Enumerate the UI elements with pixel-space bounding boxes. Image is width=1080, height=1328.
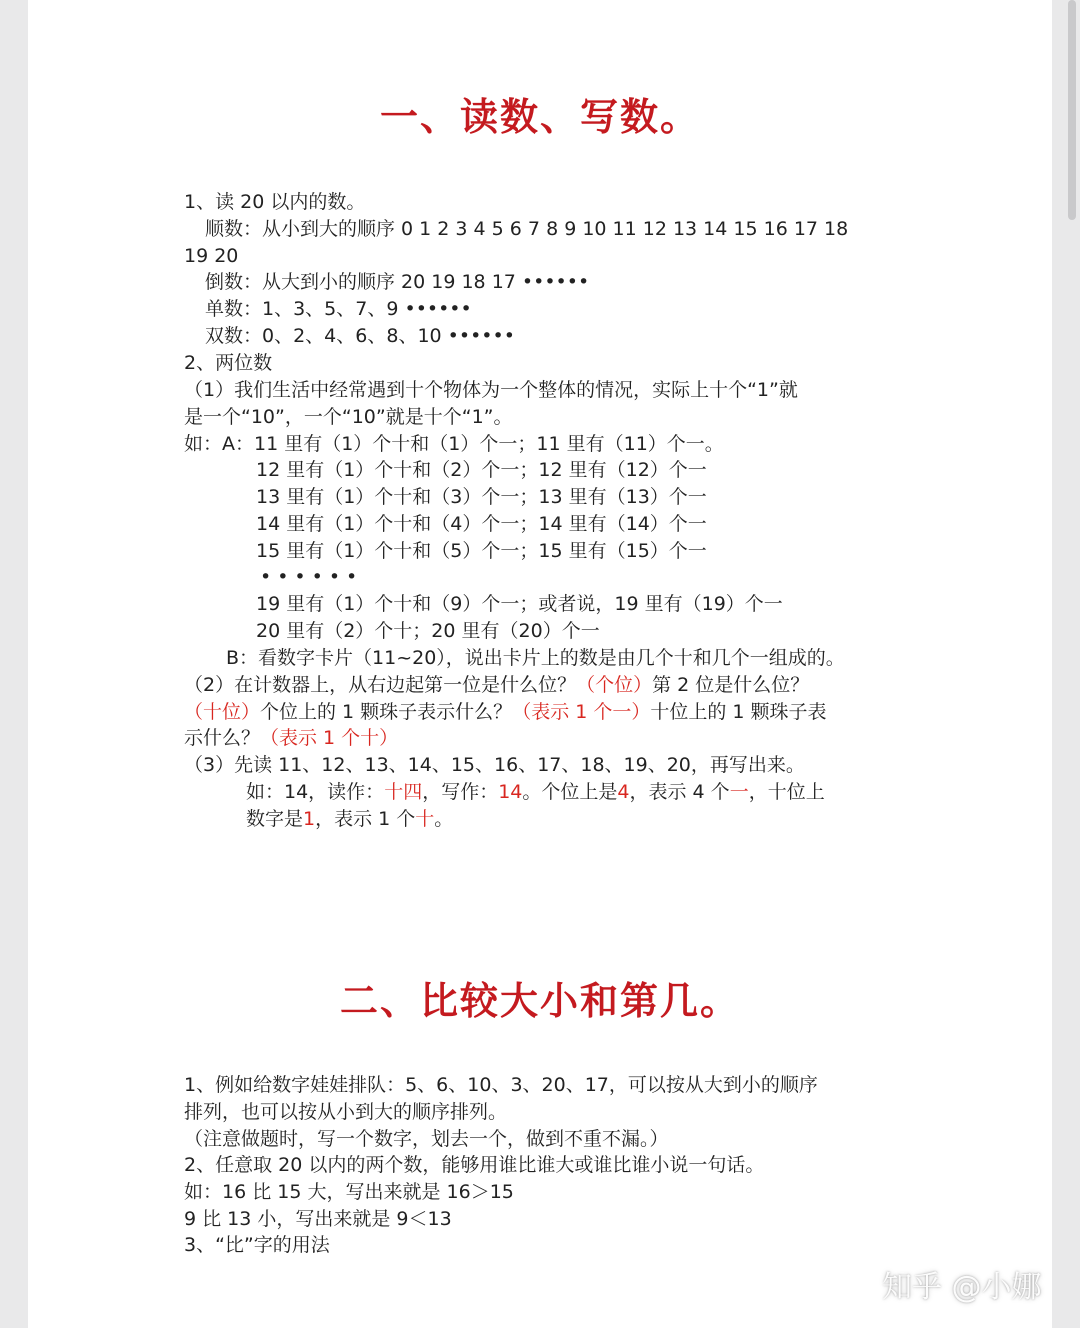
q2-answer: （十位） [184,701,261,723]
s1-line-3: 19 20 [184,245,239,267]
s1-line-14: 15 里有（1）个十和（5）个一；15 里有（15）个一 [256,540,707,562]
s1-q2-line-3 [184,725,398,751]
q3-answer: 1 [303,808,316,830]
s1-q3-line-3 [246,806,453,832]
s2-line-4: 2、任意取 20 以内的两个数，能够用谁比谁大或谁比谁小说一句话。 [184,1154,765,1176]
q3-text: 如：14，读作： [246,781,385,803]
s2-line-2: 排列，也可以按从小到大的顺序排列。 [184,1101,508,1123]
q2-answer: （表示 1 个一） [512,701,651,723]
s1-q3-line-1: （3）先读 11、12、13、14、15、16、17、18、19、20，再写出来。 [184,754,805,776]
s1-line-12: 13 里有（1）个十和（3）个一；13 里有（13）个一 [256,486,707,508]
q3-text: ，写作： [422,781,499,803]
q3-answer: 14 [498,781,523,803]
s2-line-1: 1、例如给数字娃娃排队：5、6、10、3、20、17，可以按从大到小的顺序 [184,1074,818,1096]
s1-line-4: 倒数：从大到小的顺序 20 19 18 17 •••••• [205,271,590,293]
s1-q3-line-2 [246,779,825,805]
q2-text: 第 2 位是什么位？ [652,674,810,696]
s2-line-3: （注意做题时，写一个数字，划去一个，做到不重不漏。） [184,1128,669,1150]
s1-line-8: （1）我们生活中经常遇到十个物体为一个整体的情况，实际上十个“1”就 [184,379,798,401]
section1-title: 一、读数、写数。 [379,94,700,139]
zhihu-watermark: 知乎 @小娜 [882,1270,1042,1305]
q3-text: 。个位上是 [522,781,618,803]
s1-line-17: 20 里有（2）个十；20 里有（20）个一 [256,620,600,642]
s1-line-18: B：看数字卡片（11~20），说出卡片上的数是由几个十和几个一组成的。 [226,647,845,669]
s1-line-1: 1、读 20 以内的数。 [184,191,366,213]
q2-text: 个位上的 1 颗珠子表示什么？ [260,701,513,723]
s1-line-13: 14 里有（1）个十和（4）个一；14 里有（14）个一 [256,513,707,535]
q2-answer: （表示 1 个十） [260,727,399,749]
s1-line-15: •••••• [260,566,364,588]
s2-line-5: 如：16 比 15 大，写出来就是 16＞15 [184,1181,514,1203]
s1-q2-line-1 [184,672,809,698]
q2-text: 十位上的 1 颗珠子表 [650,701,827,723]
q3-text: ，表示 4 个 [629,781,730,803]
q3-answer: 十四 [384,781,423,803]
q3-answer: 4 [617,781,630,803]
s1-line-10: 如：A：11 里有（1）个十和（1）个一；11 里有（11）个一。 [184,433,724,455]
q3-answer: 一 [729,781,749,803]
q2-text: 示什么？ [184,727,261,749]
s2-line-6: 9 比 13 小，写出来就是 9＜13 [184,1208,452,1230]
s1-line-5: 单数：1、3、5、7、9 •••••• [205,298,472,320]
q3-answer: 十 [415,808,435,830]
q2-text: （2）在计数器上，从右边起第一位是什么位？ [184,674,577,696]
s1-line-9: 是一个“10”，一个“10”就是十个“1”。 [184,406,513,428]
q2-answer: （个位） [576,674,653,696]
s1-line-7: 2、两位数 [184,352,273,374]
q3-text: 。 [434,808,454,830]
s1-line-6: 双数：0、2、4、6、8、10 •••••• [205,325,515,347]
s1-line-16: 19 里有（1）个十和（9）个一；或者说，19 里有（19）个一 [256,593,783,615]
s1-line-2: 顺数：从小到大的顺序 0 1 2 3 4 5 6 7 8 9 10 11 12 13 14 15 16 17 18 [205,218,849,240]
s1-line-11: 12 里有（1）个十和（2）个一；12 里有（12）个一 [256,459,707,481]
s1-q2-line-2 [184,699,827,725]
q3-text: ，十位上 [748,781,825,803]
q3-text: 数字是 [246,808,304,830]
section2-title: 二、比较大小和第几。 [339,978,740,1023]
s2-line-7: 3、“比”字的用法 [184,1234,330,1256]
q3-text: ，表示 1 个 [315,808,416,830]
